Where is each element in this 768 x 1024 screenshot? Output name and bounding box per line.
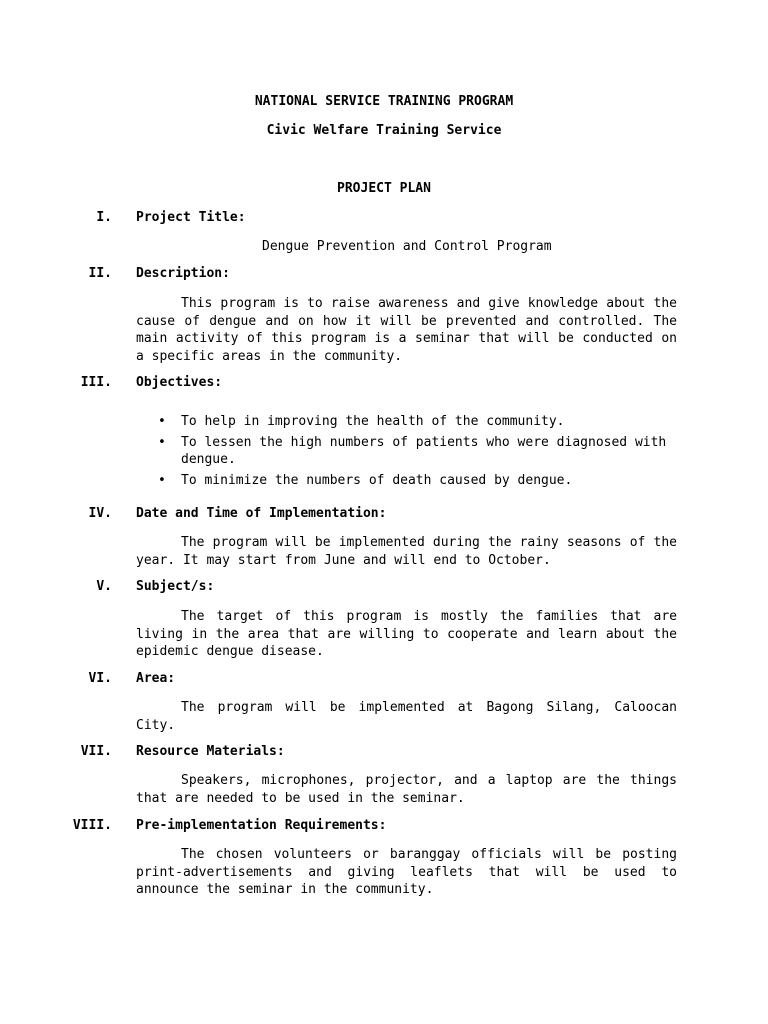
project-title-value: Dengue Prevention and Control Program (262, 239, 552, 254)
bullet-icon: • (158, 414, 166, 429)
bullet-icon: • (158, 472, 166, 488)
section-heading-resource-materials: Resource Materials: (136, 744, 285, 759)
section-numeral-7: VII. (80, 744, 112, 759)
date-time-paragraph: The program will be implemented during the rainy seasons of the year. It may start from June and will end to October. (136, 535, 677, 568)
section-heading-area: Area: (136, 671, 176, 686)
resource-materials-paragraph: Speakers, microphones, projector, and a laptop are the things that are needed to be used in the seminar. (136, 773, 677, 806)
section-heading-pre-implementation: Pre-implementation Requirements: (136, 818, 387, 833)
area-paragraph: The program will be implemented at Bagong Silang, Caloocan City. (136, 700, 677, 733)
section-numeral-3: III. (80, 375, 112, 390)
list-item (136, 472, 677, 490)
section-numeral-8: VIII. (72, 818, 112, 833)
program-title: NATIONAL SERVICE TRAINING PROGRAM (254, 94, 514, 109)
objective-text: To minimize the numbers of death caused by dengue. (181, 472, 573, 488)
service-title: Civic Welfare Training Service (266, 123, 502, 138)
section-heading-description: Description: (136, 266, 230, 281)
section-numeral-4: IV. (88, 506, 112, 521)
section-numeral-2: II. (88, 266, 112, 281)
subjects-paragraph: The target of this program is mostly the families that are living in the area that are willing to cooperate and learn about the epidemic dengue disease. (136, 609, 677, 659)
section-numeral-6: VI. (88, 671, 112, 686)
objective-text: To lessen the high numbers of patients who were diagnosed with dengue. (181, 434, 667, 467)
bullet-icon: • (158, 434, 166, 450)
objective-text: To help in improving the health of the community. (181, 414, 565, 429)
objectives-list (136, 413, 677, 492)
section-heading-objectives: Objectives: (136, 375, 223, 390)
pre-implementation-paragraph: The chosen volunteers or baranggay officials will be posting print-advertisements and giving leaflets that will be used to announce the seminar in the community. (136, 847, 677, 897)
section-heading-subjects: Subject/s: (136, 579, 215, 594)
section-numeral-1: I. (96, 210, 112, 225)
section-heading-date-time: Date and Time of Implementation: (136, 506, 387, 521)
project-plan-heading: PROJECT PLAN (337, 181, 431, 196)
description-paragraph: This program is to raise awareness and give knowledge about the cause of dengue and on how it will be prevented and controlled. The main activity of this program is a seminar that will be conducted on a specific areas in the community. (136, 296, 677, 364)
list-item (136, 434, 677, 469)
section-heading-project-title: Project Title: (136, 210, 246, 225)
list-item (136, 413, 677, 431)
section-numeral-5: V. (96, 579, 112, 594)
